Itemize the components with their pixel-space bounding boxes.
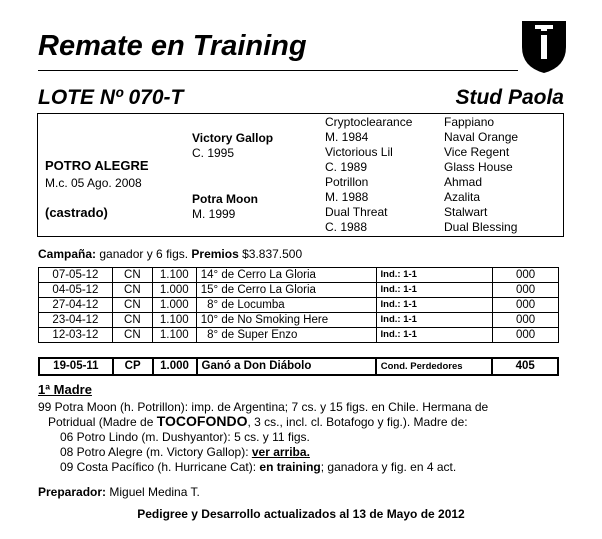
gen3-info: M. 1988 bbox=[325, 190, 369, 204]
gen3-info: C. 1988 bbox=[325, 220, 368, 234]
stud-logo-icon bbox=[518, 17, 570, 75]
ver-arriba-link[interactable]: ver arriba. bbox=[251, 445, 310, 459]
gen4-name: Azalita bbox=[444, 190, 481, 204]
race-index: Ind.: 1-1 bbox=[376, 283, 493, 298]
race-type: CN bbox=[112, 298, 152, 313]
race-result: Ganó a Don Diábolo bbox=[197, 358, 376, 375]
race-index: Ind.: 1-1 bbox=[376, 268, 493, 283]
lote-number: LOTE Nº 070-T bbox=[38, 86, 184, 109]
race-type: CN bbox=[112, 313, 152, 328]
table-row bbox=[39, 298, 559, 313]
prize-label: Premios bbox=[191, 247, 239, 261]
gen3-info: C. 1989 bbox=[325, 160, 368, 174]
madre-text: Potridual (Madre de bbox=[48, 415, 157, 429]
gen4-name: Glass House bbox=[444, 160, 513, 174]
race-index: Ind.: 1-1 bbox=[376, 313, 493, 328]
race-distance: 1.000 bbox=[152, 298, 196, 313]
table-row bbox=[39, 283, 559, 298]
madre-line: 06 Potro Lindo (m. Dushyantor): 5 cs. y 11 figs. bbox=[60, 430, 310, 444]
race-value: 000 bbox=[493, 328, 559, 343]
race-distance: 1.100 bbox=[152, 268, 196, 283]
race-index: Ind.: 1-1 bbox=[376, 328, 493, 343]
race-type: CN bbox=[112, 268, 152, 283]
race-date: 27-04-12 bbox=[39, 298, 113, 313]
pedigree-box bbox=[37, 113, 564, 237]
race-value: 000 bbox=[493, 298, 559, 313]
race-type: CP bbox=[113, 358, 153, 375]
preparador bbox=[38, 485, 200, 499]
table-row bbox=[39, 268, 559, 283]
table-row bbox=[39, 358, 558, 375]
page-title: Remate en Training bbox=[38, 30, 307, 62]
last-race-table bbox=[38, 357, 559, 376]
sire-name: Victory Gallop bbox=[192, 131, 274, 145]
race-type: CN bbox=[112, 328, 152, 343]
sire-info: C. 1995 bbox=[192, 146, 235, 160]
race-result: 10° de No Smoking Here bbox=[196, 313, 376, 328]
gen4-name: Ahmad bbox=[444, 175, 483, 189]
gen4-name: Dual Blessing bbox=[444, 220, 518, 234]
race-result: 8° de Locumba bbox=[196, 298, 376, 313]
race-date: 19-05-11 bbox=[39, 358, 113, 375]
madre-highlight: TOCOFONDO bbox=[156, 413, 248, 429]
preparador-label: Preparador: bbox=[38, 485, 107, 499]
race-index: Ind.: 1-1 bbox=[376, 298, 493, 313]
madre-text: , 3 cs., incl. cl. Botafogo y fig.). Madre de: bbox=[247, 415, 468, 429]
race-date: 23-04-12 bbox=[39, 313, 113, 328]
gen3-info: M. 1984 bbox=[325, 130, 369, 144]
campaign-text: ganador y 6 figs. bbox=[96, 247, 192, 261]
race-distance: 1.000 bbox=[152, 283, 196, 298]
madre-heading: 1ª Madre bbox=[38, 382, 92, 397]
gen4-name: Vice Regent bbox=[444, 145, 510, 159]
madre-highlight: en training bbox=[259, 460, 321, 474]
gen3-name: Cryptoclearance bbox=[325, 115, 413, 129]
madre-text: 09 Costa Pacífico (h. Hurricane Cat): bbox=[60, 460, 260, 474]
race-distance: 1.100 bbox=[152, 328, 196, 343]
race-date: 12-03-12 bbox=[39, 328, 113, 343]
dam-info: M. 1999 bbox=[192, 207, 236, 221]
gen3-name: Dual Threat bbox=[325, 205, 388, 219]
race-distance: 1.100 bbox=[152, 313, 196, 328]
race-value: 000 bbox=[493, 313, 559, 328]
stud-name: Stud Paola bbox=[455, 86, 564, 109]
table-row bbox=[39, 328, 559, 343]
table-row bbox=[39, 313, 559, 328]
gen4-name: Stalwart bbox=[444, 205, 488, 219]
race-type: CN bbox=[112, 283, 152, 298]
horse-info: M.c. 05 Ago. 2008 bbox=[45, 176, 142, 190]
dam-name: Potra Moon bbox=[192, 192, 258, 206]
race-result: 14° de Cerro La Gloria bbox=[196, 268, 376, 283]
race-date: 07-05-12 bbox=[39, 268, 113, 283]
gen3-name: Potrillon bbox=[325, 175, 369, 189]
race-value: 000 bbox=[493, 268, 559, 283]
campaign-summary bbox=[38, 247, 302, 261]
campaign-label: Campaña: bbox=[38, 247, 97, 261]
title-rule bbox=[38, 70, 518, 71]
race-date: 04-05-12 bbox=[39, 283, 113, 298]
gen3-name: Victorious Lil bbox=[325, 145, 393, 159]
madre-line: 99 Potra Moon (h. Potrillon): imp. de Argentina; 7 cs. y 15 figs. en Chile. Hermana de bbox=[38, 400, 489, 414]
madre-line bbox=[48, 414, 468, 429]
race-table bbox=[38, 267, 559, 343]
footer-note: Pedigree y Desarrollo actualizados al 13 de Mayo de 2012 bbox=[137, 507, 465, 521]
horse-name: POTRO ALEGRE bbox=[45, 158, 149, 173]
race-condition: Cond. Perdedores bbox=[376, 358, 493, 375]
race-result: 15° de Cerro La Gloria bbox=[196, 283, 376, 298]
gen4-name: Naval Orange bbox=[444, 130, 519, 144]
madre-line bbox=[60, 445, 310, 459]
preparador-name: Miguel Medina T. bbox=[106, 485, 200, 499]
madre-text: 08 Potro Alegre (m. Victory Gallop): bbox=[60, 445, 252, 459]
madre-text: ; ganadora y fig. en 4 act. bbox=[320, 460, 457, 474]
prize-value: $3.837.500 bbox=[238, 247, 303, 261]
race-result: 8° de Super Enzo bbox=[196, 328, 376, 343]
horse-status: (castrado) bbox=[45, 205, 108, 220]
race-value: 000 bbox=[493, 283, 559, 298]
gen4-name: Fappiano bbox=[444, 115, 495, 129]
madre-line bbox=[60, 460, 456, 474]
race-distance: 1.000 bbox=[153, 358, 197, 375]
race-value: 405 bbox=[492, 358, 558, 375]
